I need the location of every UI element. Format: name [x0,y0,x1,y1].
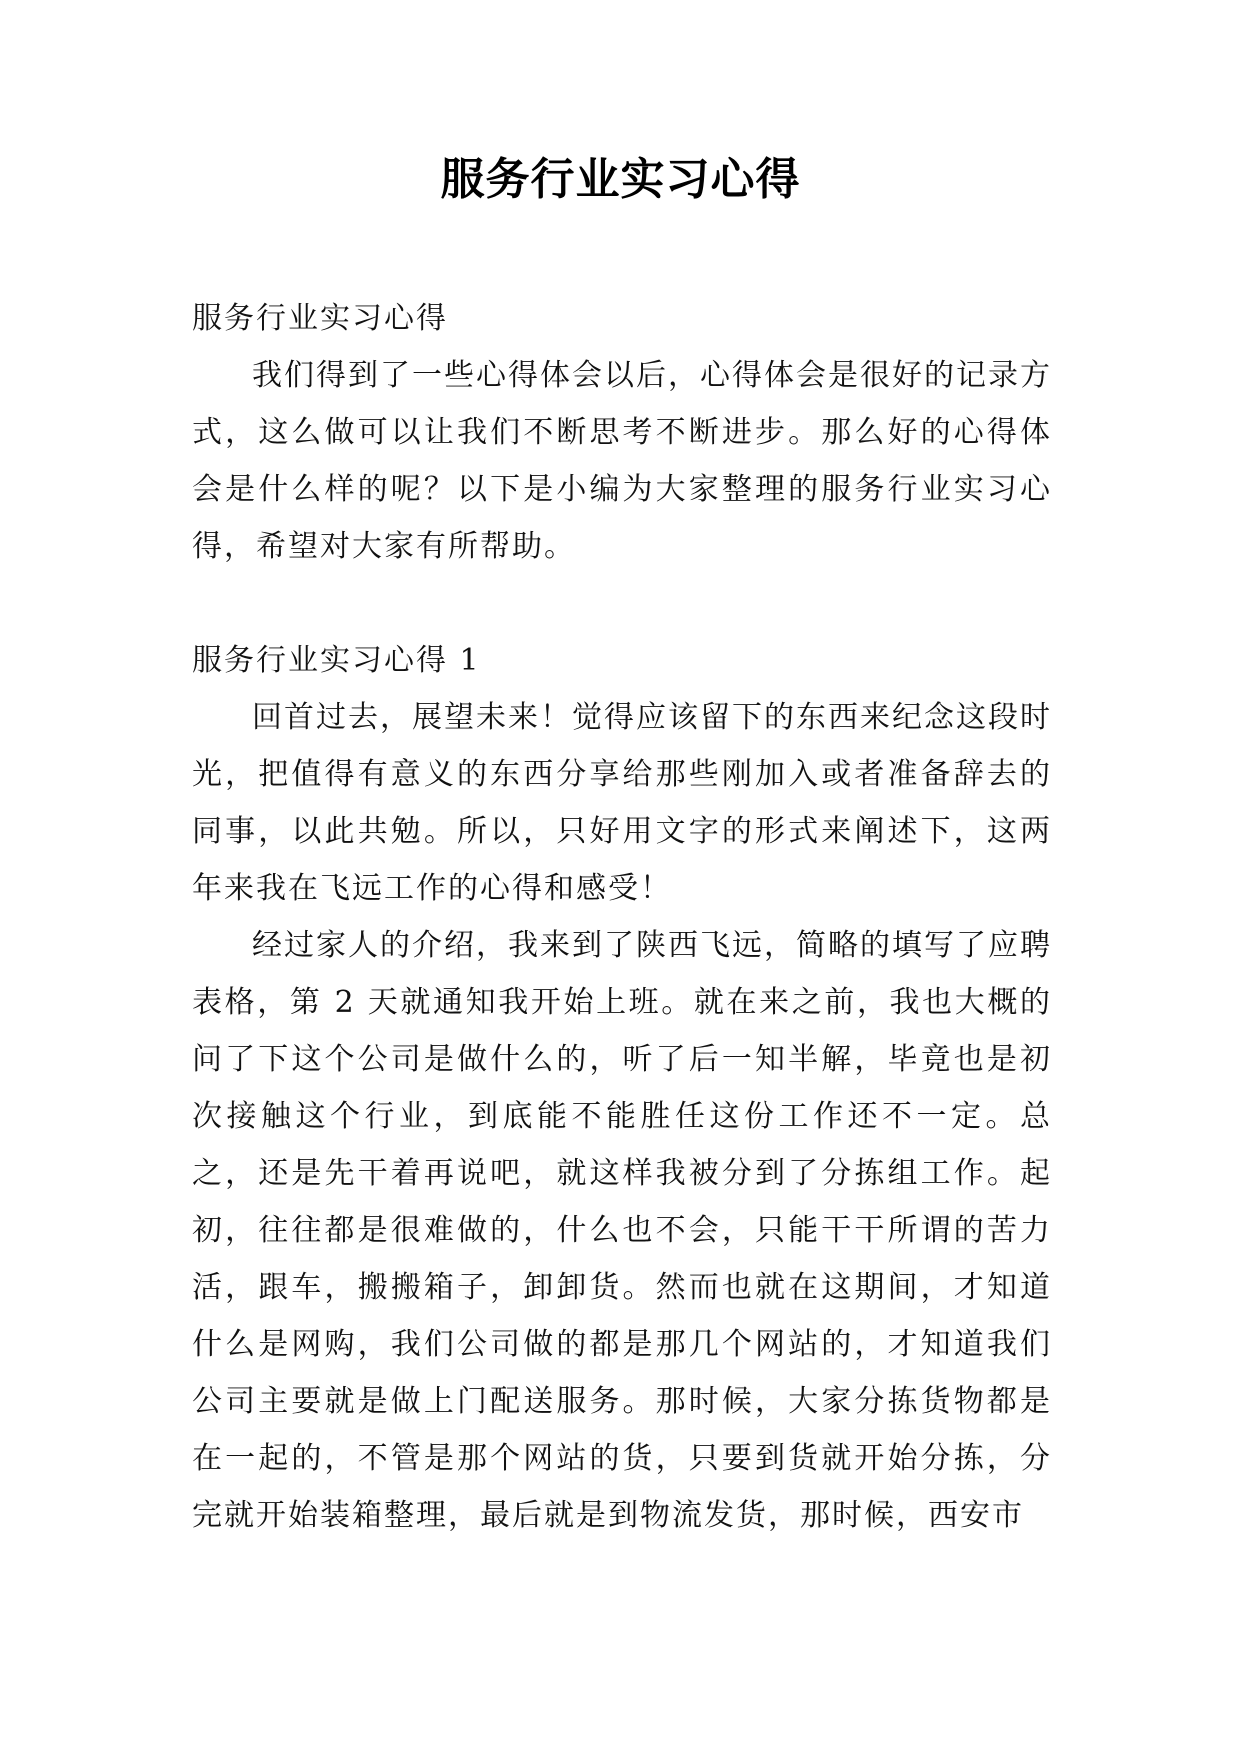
section-spacer [192,575,1052,632]
intro-heading: 服务行业实习心得 [192,301,448,336]
section-1-paragraph-2: 经过家人的介绍，我来到了陕西飞远，简略的填写了应聘表格，第 2 天就通知我开始上班。就在来之前，我也大概的问了下这个公司是做什么的，听了后一知半解，毕竟也是初次接触这个行业，到底能不能胜任这份工作还不一定。总之，还是先干着再说吧，就这样我被分到了分拣组工作。起初，往往都是很难做的，什么也不会，只能干干所谓的苦力活，跟车，搬搬箱子，卸卸货。然而也就在这期间，才知道什么是网购，我们公司做的都是那几个网站的，才知道我们公司主要就是做上门配送服务。那时候，大家分拣货物都是在一起的，不管是那个网站的货，只要到货就开始分拣，分完就开始装箱整理，最后就是到物流发货，那时候，西安市 [192,928,1052,1533]
document-title: 服务行业实习心得 [440,154,801,205]
section-1-heading: 服务行业实习心得 1 [192,643,481,678]
intro-paragraph: 我们得到了一些心得体会以后，心得体会是很好的记录方式，这么做可以让我们不断思考不断进步。那么好的心得体会是什么样的呢？以下是小编为大家整理的服务行业实习心得，希望对大家有所帮助。 [192,358,1052,564]
section-1-paragraph-1: 回首过去，展望未来！觉得应该留下的东西来纪念这段时光，把值得有意义的东西分享给那些刚加入或者准备辞去的同事，以此共勉。所以，只好用文字的形式来阐述下，这两年来我在飞远工作的心得和感受！ [192,700,1052,906]
document-body [192,290,1052,1544]
